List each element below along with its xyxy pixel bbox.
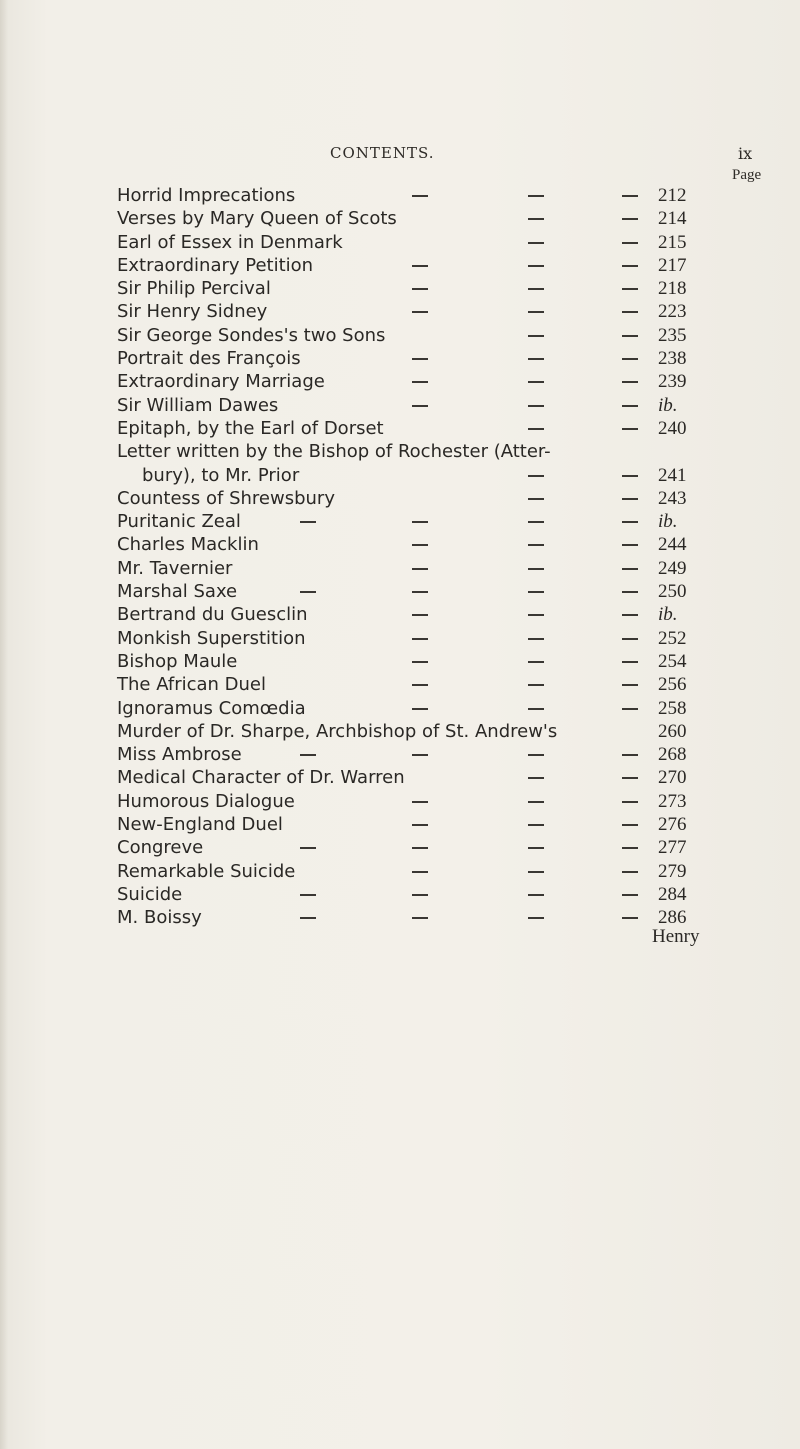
catchword: Henry — [652, 926, 700, 947]
leader-dash — [528, 288, 544, 290]
entry-page-number: 270 — [658, 767, 687, 789]
entry-page-number: 244 — [658, 534, 687, 556]
entry-page-number: 215 — [658, 231, 687, 253]
entry-title: Remarkable Suicide — [117, 860, 296, 882]
contents-entry — [0, 697, 800, 720]
entry-title: Medical Character of Dr. Warren — [117, 767, 405, 789]
contents-entry — [0, 836, 800, 859]
leader-dash — [412, 591, 428, 593]
entry-title: Charles Macklin — [117, 534, 259, 556]
entry-title: New-England Duel — [117, 814, 283, 836]
leader-dash — [300, 754, 316, 756]
leader-dash — [622, 568, 638, 570]
leader-dash — [622, 777, 638, 779]
leader-dash — [412, 405, 428, 407]
leader-dash — [622, 614, 638, 616]
leader-dash — [622, 894, 638, 896]
entry-title: Letter written by the Bishop of Rochester (Atter- — [117, 441, 551, 463]
leader-dash — [528, 801, 544, 803]
running-title: CONTENTS. — [330, 144, 435, 162]
entry-title: Suicide — [117, 883, 183, 905]
leader-dash — [412, 265, 428, 267]
entry-page-number: 254 — [658, 650, 687, 672]
leader-dash — [528, 521, 544, 523]
leader-dash — [622, 824, 638, 826]
leader-dash — [622, 311, 638, 313]
leader-dash — [528, 218, 544, 220]
leader-dash — [300, 847, 316, 849]
entry-title: Ignoramus Comœdia — [117, 697, 306, 719]
contents-entry — [0, 673, 800, 696]
contents-list — [0, 184, 800, 930]
leader-dash — [622, 801, 638, 803]
leader-dash — [412, 847, 428, 849]
leader-dash — [412, 638, 428, 640]
leader-dash — [622, 288, 638, 290]
entry-title: Sir William Dawes — [117, 394, 279, 416]
leader-dash — [412, 894, 428, 896]
entry-page-number: 252 — [658, 627, 687, 649]
page-folio: ix — [738, 144, 753, 163]
entry-page-number: ib. — [658, 394, 678, 416]
entry-title: Epitaph, by the Earl of Dorset — [117, 417, 384, 439]
leader-dash — [528, 475, 544, 477]
contents-entry — [0, 324, 800, 347]
contents-entry — [0, 650, 800, 673]
leader-dash — [622, 754, 638, 756]
leader-dash — [528, 661, 544, 663]
contents-entry — [0, 417, 800, 440]
leader-dash — [412, 521, 428, 523]
leader-dash — [622, 847, 638, 849]
contents-entry — [0, 883, 800, 906]
leader-dash — [412, 824, 428, 826]
entry-page-number: 286 — [658, 907, 687, 929]
leader-dash — [412, 195, 428, 197]
leader-dash — [412, 801, 428, 803]
entry-title: Bishop Maule — [117, 650, 238, 672]
entry-title: The African Duel — [117, 674, 267, 696]
entry-title: Extraordinary Marriage — [117, 371, 325, 393]
contents-entry — [0, 347, 800, 370]
entry-title: Humorous Dialogue — [117, 790, 295, 812]
contents-entry — [0, 394, 800, 417]
contents-entry — [0, 487, 800, 510]
entry-page-number: 214 — [658, 208, 687, 230]
entry-page-number: 238 — [658, 348, 687, 370]
leader-dash — [622, 638, 638, 640]
entry-page-number: ib. — [658, 511, 678, 533]
contents-entry — [0, 533, 800, 556]
leader-dash — [412, 568, 428, 570]
leader-dash — [412, 381, 428, 383]
leader-dash — [528, 335, 544, 337]
leader-dash — [622, 218, 638, 220]
entry-title: Puritanic Zeal — [117, 511, 241, 533]
entry-page-number: 239 — [658, 371, 687, 393]
entry-page-number: 250 — [658, 581, 687, 603]
entry-page-number: 217 — [658, 254, 687, 276]
entry-title: Earl of Essex in Denmark — [117, 231, 343, 253]
contents-entry — [0, 207, 800, 230]
leader-dash — [622, 405, 638, 407]
contents-entry — [0, 184, 800, 207]
contents-entry — [0, 766, 800, 789]
contents-entry — [0, 277, 800, 300]
leader-dash — [622, 498, 638, 500]
contents-entry — [0, 254, 800, 277]
leader-dash — [622, 335, 638, 337]
leader-dash — [528, 428, 544, 430]
entry-page-number: 258 — [658, 697, 687, 719]
leader-dash — [412, 684, 428, 686]
entry-title: Verses by Mary Queen of Scots — [117, 208, 397, 230]
leader-dash — [622, 195, 638, 197]
leader-dash — [528, 847, 544, 849]
entry-title: Monkish Superstition — [117, 627, 306, 649]
entry-page-number: 240 — [658, 417, 687, 439]
leader-dash — [300, 521, 316, 523]
leader-dash — [622, 265, 638, 267]
entry-page-number: 284 — [658, 883, 687, 905]
contents-entry — [0, 580, 800, 603]
contents-entry — [0, 510, 800, 533]
entry-page-number: 276 — [658, 814, 687, 836]
entry-title: Countess of Shrewsbury — [117, 487, 335, 509]
leader-dash — [622, 381, 638, 383]
leader-dash — [528, 358, 544, 360]
leader-dash — [622, 591, 638, 593]
entry-title: Sir Henry Sidney — [117, 301, 268, 323]
leader-dash — [528, 824, 544, 826]
leader-dash — [528, 894, 544, 896]
leader-dash — [528, 591, 544, 593]
leader-dash — [412, 311, 428, 313]
leader-dash — [528, 311, 544, 313]
contents-entry — [0, 464, 800, 487]
entry-page-number: 256 — [658, 674, 687, 696]
entry-title: Murder of Dr. Sharpe, Archbishop of St. Andrew's — [117, 720, 558, 742]
contents-entry — [0, 860, 800, 883]
leader-dash — [412, 754, 428, 756]
entry-title: Bertrand du Guesclin — [117, 604, 308, 626]
contents-entry — [0, 440, 800, 463]
entry-title: Congreve — [117, 837, 204, 859]
leader-dash — [622, 917, 638, 919]
leader-dash — [528, 684, 544, 686]
entry-page-number: 268 — [658, 744, 687, 766]
leader-dash — [528, 871, 544, 873]
leader-dash — [622, 428, 638, 430]
leader-dash — [528, 544, 544, 546]
leader-dash — [622, 684, 638, 686]
leader-dash — [622, 358, 638, 360]
leader-dash — [622, 475, 638, 477]
contents-entry — [0, 790, 800, 813]
entry-title: Horrid Imprecations — [117, 185, 296, 206]
leader-dash — [622, 708, 638, 710]
entry-title: Miss Ambrose — [117, 744, 242, 766]
leader-dash — [412, 614, 428, 616]
leader-dash — [622, 544, 638, 546]
entry-title: Portrait des François — [117, 348, 301, 370]
leader-dash — [412, 661, 428, 663]
leader-dash — [300, 894, 316, 896]
entry-page-number: 260 — [658, 720, 687, 742]
leader-dash — [300, 917, 316, 919]
leader-dash — [528, 917, 544, 919]
leader-dash — [528, 638, 544, 640]
leader-dash — [528, 242, 544, 244]
leader-dash — [622, 661, 638, 663]
leader-dash — [528, 265, 544, 267]
entry-page-number: 273 — [658, 790, 687, 812]
leader-dash — [528, 405, 544, 407]
entry-page-number: 218 — [658, 278, 687, 300]
entry-page-number: 279 — [658, 860, 687, 882]
contents-entry — [0, 743, 800, 766]
entry-title: Extraordinary Petition — [117, 254, 314, 276]
leader-dash — [412, 917, 428, 919]
leader-dash — [528, 195, 544, 197]
entry-page-number: 241 — [658, 464, 687, 486]
contents-entry — [0, 231, 800, 254]
entry-title: Sir George Sondes's two Sons — [117, 324, 386, 346]
entry-title: bury), to Mr. Prior — [142, 464, 300, 486]
contents-entry — [0, 603, 800, 626]
contents-entry — [0, 370, 800, 393]
leader-dash — [412, 358, 428, 360]
leader-dash — [528, 568, 544, 570]
leader-dash — [528, 708, 544, 710]
entry-page-number: 249 — [658, 557, 687, 579]
entry-title: M. Boissy — [117, 907, 202, 929]
entry-page-number: 235 — [658, 324, 687, 346]
entry-page-number: 212 — [658, 185, 687, 206]
leader-dash — [528, 754, 544, 756]
leader-dash — [412, 288, 428, 290]
running-head — [0, 144, 800, 168]
contents-entry — [0, 300, 800, 323]
leader-dash — [412, 544, 428, 546]
leader-dash — [528, 498, 544, 500]
contents-entry — [0, 557, 800, 580]
leader-dash — [622, 521, 638, 523]
leader-dash — [300, 591, 316, 593]
leader-dash — [622, 871, 638, 873]
entry-page-number: 243 — [658, 487, 687, 509]
leader-dash — [412, 708, 428, 710]
contents-entry — [0, 813, 800, 836]
leader-dash — [622, 242, 638, 244]
entry-page-number: ib. — [658, 604, 678, 626]
leader-dash — [528, 381, 544, 383]
leader-dash — [528, 777, 544, 779]
entry-page-number: 277 — [658, 837, 687, 859]
leader-dash — [412, 871, 428, 873]
contents-entry — [0, 627, 800, 650]
entry-title: Sir Philip Percival — [117, 278, 271, 300]
leader-dash — [528, 614, 544, 616]
entry-title: Marshal Saxe — [117, 581, 238, 603]
page-column-label: Page — [732, 167, 762, 183]
contents-entry — [0, 720, 800, 743]
entry-title: Mr. Tavernier — [117, 557, 233, 579]
entry-page-number: 223 — [658, 301, 687, 323]
